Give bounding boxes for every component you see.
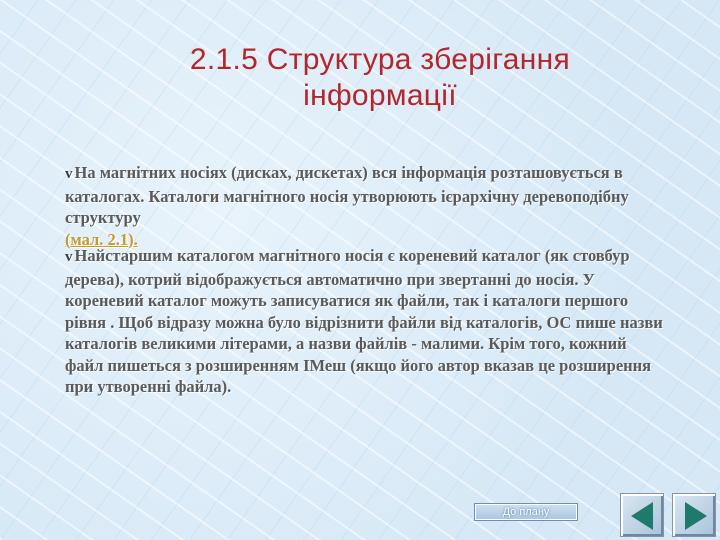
- figure-link[interactable]: (мал. 2.1).: [65, 229, 138, 249]
- bullet-icon: v: [65, 166, 73, 182]
- paragraph-2: [65, 245, 665, 398]
- previous-slide-button[interactable]: [620, 493, 664, 537]
- slide-title-line1: 2.1.5 Структура зберігання: [189, 43, 571, 76]
- next-slide-button[interactable]: [672, 493, 716, 537]
- slide-title: [120, 42, 640, 114]
- bullet-icon: v: [65, 249, 73, 265]
- triangle-left-icon: [621, 494, 665, 538]
- to-plan-button[interactable]: До плану: [474, 503, 578, 521]
- slide-title-line2: інформації: [303, 79, 457, 112]
- paragraph-2-text: Найстаршим каталогом магнітного носія є кореневий каталог (як стовбур дерева), котрий відображується автоматично при звертанні до носія. У кореневий каталог можуть записуватися як файли, так і каталоги першого рівня . Щоб відразу можна було відрізнити файли від каталогів, ОС пише назви каталогів великими літерами, а назви файлів - малими. Крім того, кожний файл пишеться з розширенням ІМеш (якщо його автор вказав це розширення при утворенні файла).: [65, 246, 663, 396]
- paragraph-1: [65, 162, 665, 250]
- triangle-right-icon: [673, 494, 717, 538]
- paragraph-1-text: На магнітних носіях (дисках, дискетах) вся інформація розташовується в каталогах. Каталоги магнітного носія утворюють ієрархічну деревоподібну структуру: [65, 163, 629, 227]
